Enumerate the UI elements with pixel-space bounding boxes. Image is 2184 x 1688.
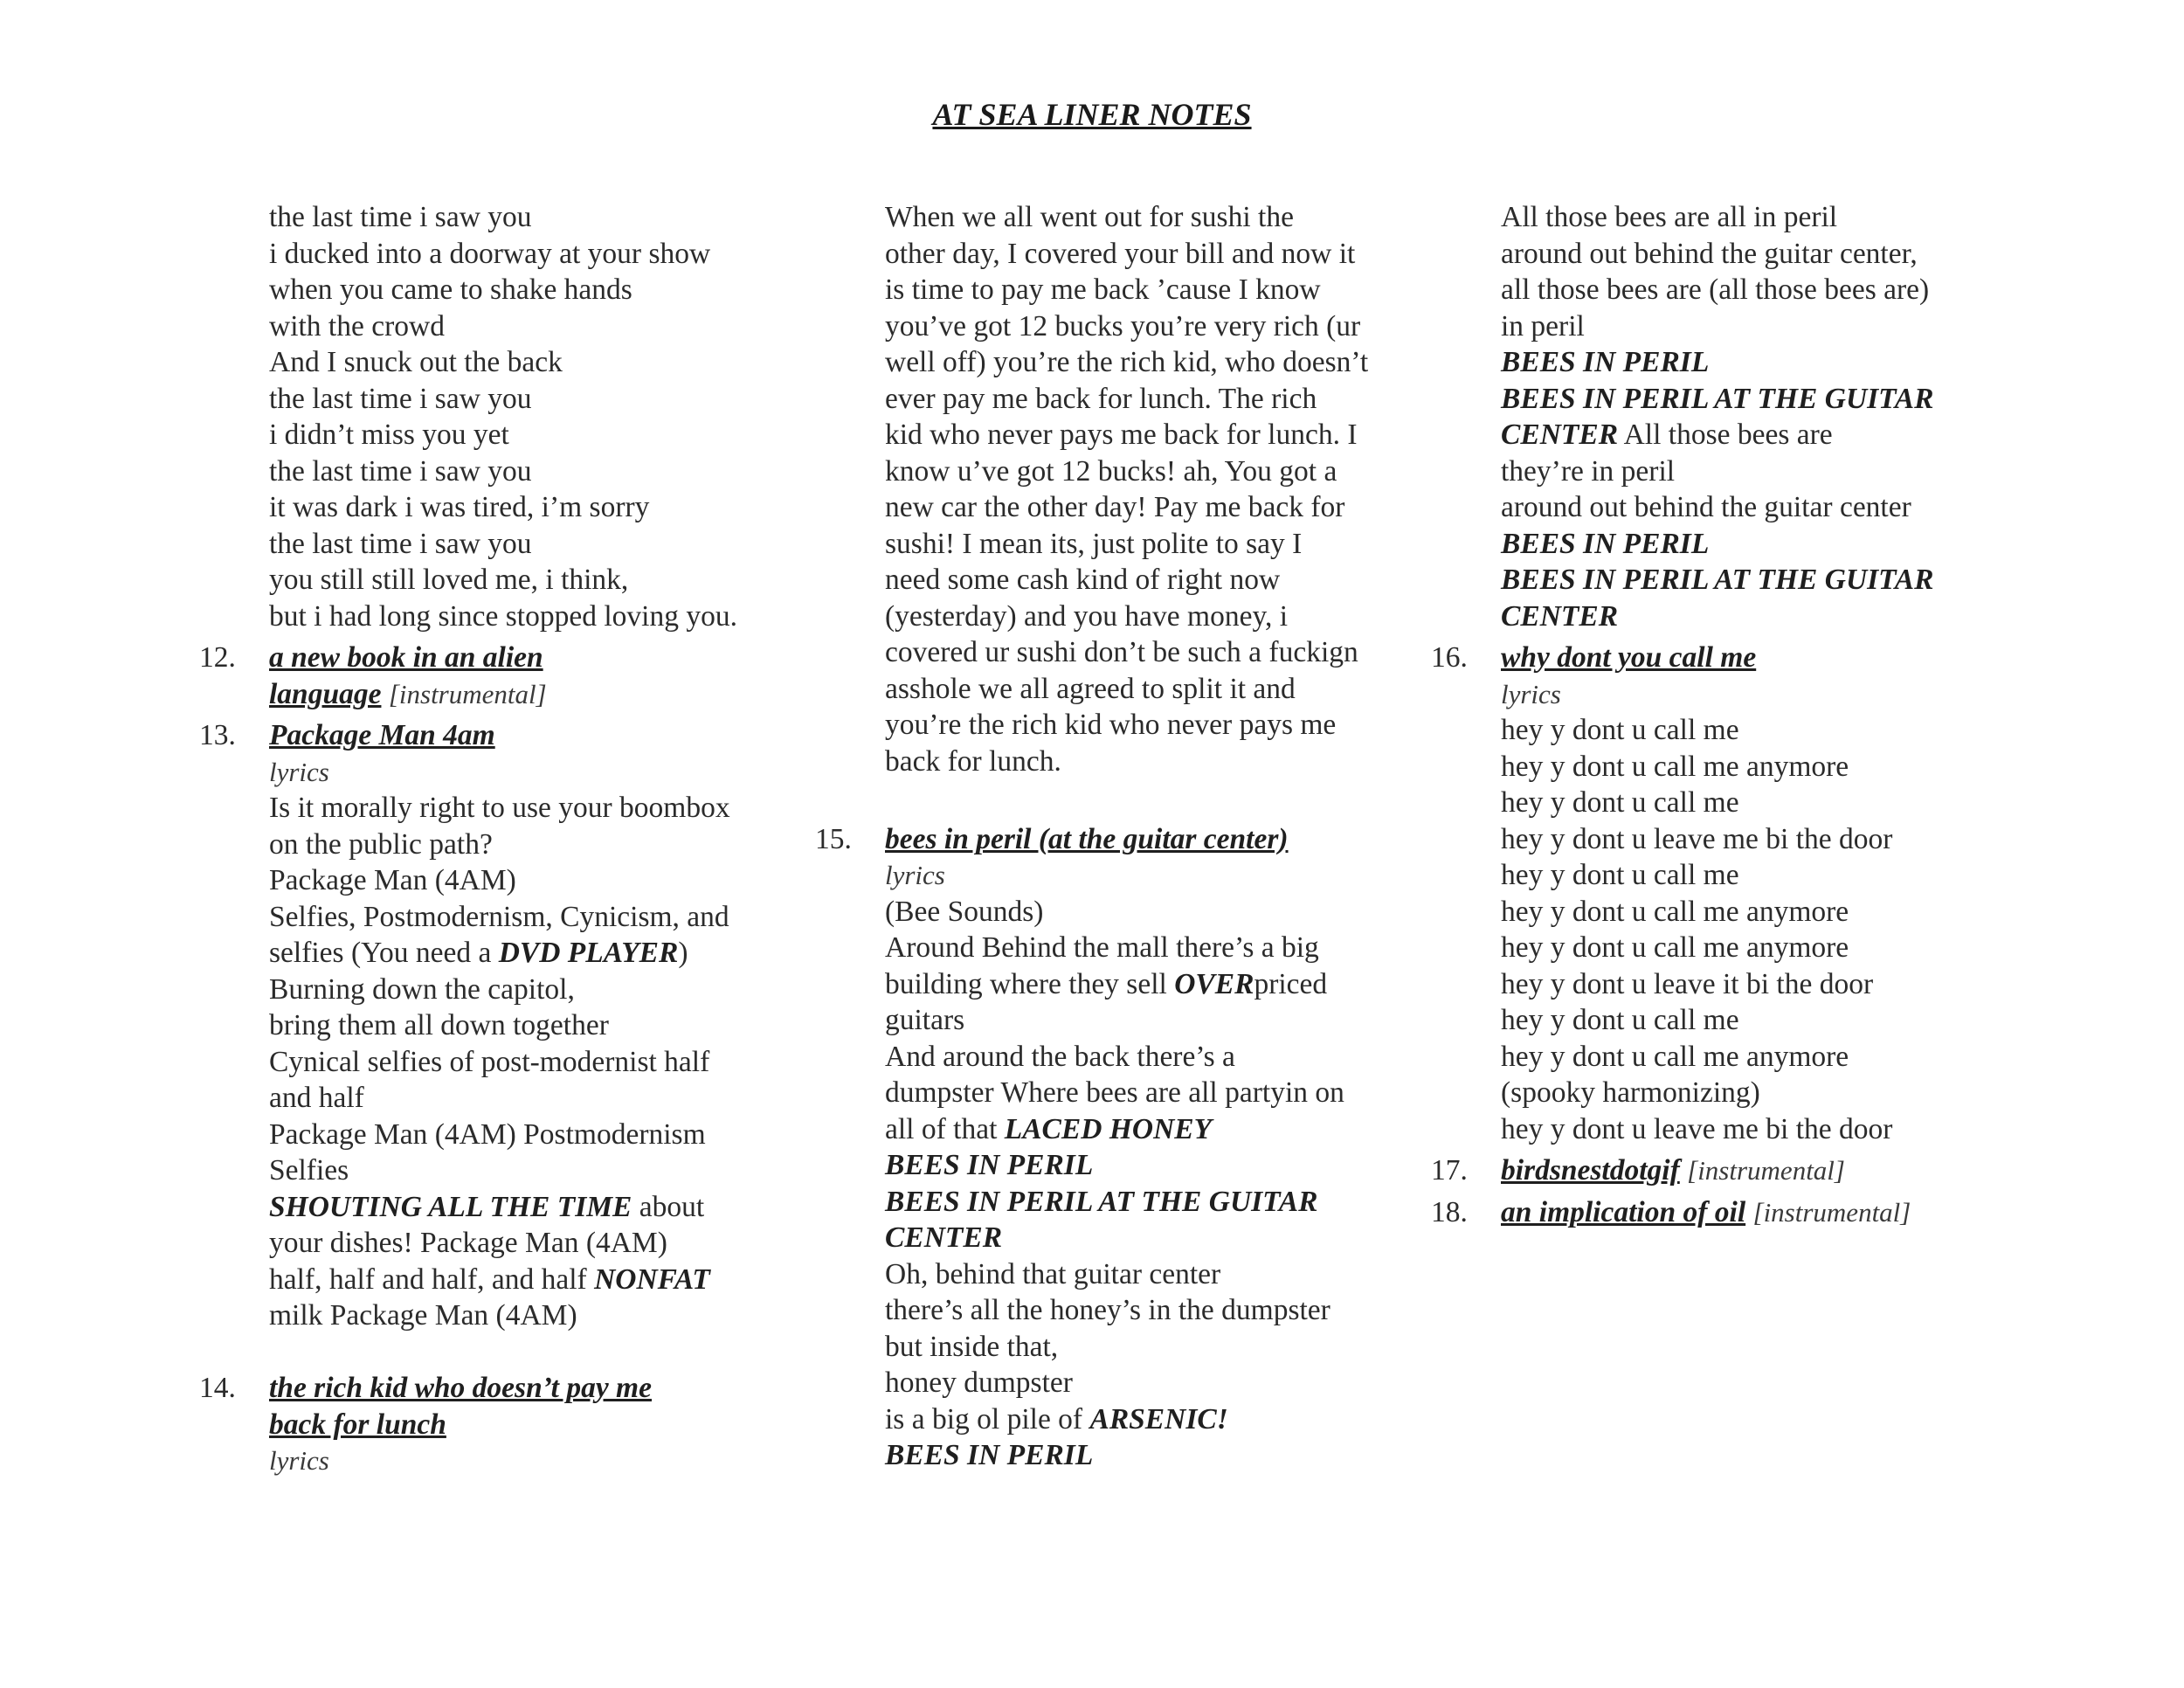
instrumental-tag: [instrumental]	[1687, 1155, 1845, 1186]
emphasis: DVD PLAYER	[498, 937, 679, 969]
lyric-line: the last time i saw you	[269, 201, 532, 233]
lyric-line: All those bees are all in peril	[1501, 201, 1838, 233]
lyric-line: your dishes! Package Man (4AM)	[269, 1227, 667, 1259]
emphasis: CENTER	[1501, 419, 1619, 451]
lyric-line: ever pay me back for lunch. The rich	[885, 382, 1317, 415]
lyric-line: well off) you’re the rich kid, who doesn’t	[885, 346, 1369, 378]
lyric-line: When we all went out for sushi the	[885, 201, 1294, 233]
lyric-line: (spooky harmonizing)	[1501, 1076, 1760, 1109]
instrumental-tag: [instrumental]	[1752, 1196, 1911, 1228]
lyric-line: hey y dont u call me	[1501, 859, 1739, 891]
lyric-line: you’re the rich kid who never pays me	[885, 709, 1337, 741]
track-18	[1431, 1194, 2008, 1231]
lyric-line: (Bee Sounds)	[885, 895, 1044, 928]
lyric-line: BEES IN PERIL	[1501, 527, 1710, 560]
lyric-line: i didn’t miss you yet	[269, 419, 509, 451]
lyric-line: back for lunch.	[885, 744, 1061, 778]
track-number: 18.	[1431, 1195, 1468, 1228]
lyric-line: And around the back there’s a	[885, 1040, 1235, 1073]
lyric-line: hey y dont u call me	[1501, 1004, 1739, 1036]
lyric-line: all of that LACED HONEY	[885, 1112, 1213, 1145]
lyric-line: you still still loved me, i think,	[269, 564, 629, 596]
lyric-line: hey y dont u leave me bi the door	[1501, 822, 1893, 855]
lyric-line: they’re in peril	[1501, 454, 1676, 488]
track-number: 13.	[199, 719, 236, 751]
track-title: language	[269, 677, 382, 710]
lyric-line: BEES IN PERIL	[1501, 346, 1710, 378]
lyric-line: Burning down the capitol,	[269, 972, 575, 1006]
track-title: why dont you call me	[1501, 641, 1757, 674]
lyric-line: honey dumpster	[885, 1366, 1073, 1399]
lyric-line: know u’ve got 12 bucks! ah, You got a	[885, 454, 1337, 488]
track-15-lyrics-continued	[1501, 199, 2008, 634]
lyric-line: Oh, behind that guitar center	[885, 1257, 1221, 1290]
lyric-line: CENTER All those bees are	[1501, 419, 1833, 451]
lyrics-label: lyrics	[269, 1445, 329, 1476]
column-1	[199, 199, 776, 1479]
track-number: 17.	[1431, 1154, 1468, 1186]
track-16	[1431, 640, 2008, 1147]
lyric-line: other day, I covered your bill and now it	[885, 237, 1356, 270]
lyric-line: Is it morally right to use your boombox	[269, 792, 730, 824]
lyric-line: but inside that,	[885, 1330, 1059, 1363]
track-number: 14.	[199, 1372, 236, 1404]
lyric-line: building where they sell OVERpriced	[885, 967, 1328, 1000]
emphasis: ARSENIC!	[1089, 1402, 1228, 1435]
lyric-line: hey y dont u leave me bi the door	[1501, 1112, 1893, 1145]
lyric-line: when you came to shake hands	[269, 273, 632, 306]
lyric-line: is time to pay me back ’cause I know	[885, 273, 1321, 306]
lyric-line: Cynical selfies of post-modernist half	[269, 1045, 710, 1078]
lyric-line: half, half and half, and half NONFAT	[269, 1263, 710, 1296]
track-title: Package Man 4am	[269, 719, 495, 751]
lyric-line: covered ur sushi don’t be such a fuckign	[885, 636, 1358, 668]
track-number: 12.	[199, 641, 236, 674]
lyric-line: asshole we all agreed to split it and	[885, 672, 1296, 705]
lyric-line: BEES IN PERIL	[885, 1149, 1094, 1181]
column-3	[1431, 199, 2008, 1230]
lyric-line: BEES IN PERIL AT THE GUITAR	[885, 1185, 1318, 1218]
lyrics-label: lyrics	[269, 756, 329, 787]
lyrics-label: lyrics	[1501, 678, 1561, 709]
track-title: bees in peril (at the guitar center)	[885, 822, 1289, 855]
lyric-line: BEES IN PERIL AT THE GUITAR	[1501, 382, 1934, 415]
page-title: AT SEA LINER NOTES	[932, 97, 1252, 132]
track-17	[1431, 1152, 2008, 1189]
lyrics-label: lyrics	[885, 860, 945, 890]
lyric-line: dumpster Where bees are all partyin on	[885, 1076, 1344, 1109]
track-13	[199, 717, 776, 1334]
track-12	[199, 640, 776, 712]
lyric-line: selfies (You need a DVD PLAYER)	[269, 937, 688, 969]
lyric-line: Selfies	[269, 1154, 349, 1186]
track-title: an implication of oil	[1501, 1195, 1746, 1228]
lyric-line: it was dark i was tired, i’m sorry	[269, 491, 650, 523]
track-number: 16.	[1431, 641, 1468, 674]
lyric-line: (yesterday) and you have money, i	[885, 599, 1289, 633]
track-15	[815, 821, 1392, 1474]
lyric-line: new car the other day! Pay me back for	[885, 491, 1345, 523]
lyric-line: milk Package Man (4AM)	[269, 1299, 577, 1332]
track-14-lyrics	[885, 199, 1392, 779]
emphasis: LACED HONEY	[1004, 1112, 1213, 1145]
lyric-line: CENTER	[885, 1221, 1003, 1254]
lyric-line: guitars	[885, 1004, 965, 1036]
track-title: a new book in an alien	[269, 641, 543, 674]
lyric-line: all those bees are (all those bees are)	[1501, 273, 1930, 306]
lyric-line: Package Man (4AM)	[269, 864, 516, 896]
lyric-line: hey y dont u call me anymore	[1501, 931, 1849, 964]
emphasis: NONFAT	[594, 1263, 710, 1296]
emphasis: OVER	[1174, 967, 1254, 1000]
lyric-line: you’ve got 12 bucks you’re very rich (ur	[885, 309, 1361, 342]
lyric-line: in peril	[1501, 309, 1585, 342]
lyric-line: SHOUTING ALL THE TIME about	[269, 1190, 705, 1223]
lyric-line: And I snuck out the back	[269, 346, 563, 378]
lyric-line: need some cash kind of right now	[885, 564, 1281, 596]
lyric-line: BEES IN PERIL	[885, 1439, 1094, 1471]
lyric-line: CENTER	[1501, 599, 1619, 633]
lyric-line: hey y dont u call me anymore	[1501, 750, 1849, 783]
lyric-line: BEES IN PERIL AT THE GUITAR	[1501, 564, 1934, 596]
lyric-line: kid who never pays me back for lunch. I	[885, 419, 1358, 451]
instrumental-tag: [instrumental]	[388, 678, 547, 709]
lyric-line: around out behind the guitar center	[1501, 491, 1911, 523]
lyric-line: hey y dont u call me anymore	[1501, 895, 1849, 928]
lyric-line: Package Man (4AM) Postmodernism	[269, 1117, 706, 1151]
lyric-line: but i had long since stopped loving you.	[269, 599, 737, 633]
lyric-line: and half	[269, 1082, 364, 1114]
lyric-line: Around Behind the mall there’s a big	[885, 931, 1319, 964]
lyric-line: i ducked into a doorway at your show	[269, 237, 711, 270]
lyric-line: Selfies, Postmodernism, Cynicism, and	[269, 900, 729, 933]
lyric-line: with the crowd	[269, 309, 445, 342]
lyric-line: hey y dont u call me	[1501, 714, 1739, 746]
track-title: birdsnestdotgif	[1501, 1154, 1680, 1186]
lyric-line: is a big ol pile of ARSENIC!	[885, 1402, 1228, 1435]
column-2	[815, 199, 1392, 1474]
lyric-line: the last time i saw you	[269, 454, 532, 488]
track-14	[199, 1370, 776, 1479]
lyric-line: sushi! I mean its, just polite to say I	[885, 527, 1303, 560]
lyric-line: hey y dont u call me	[1501, 786, 1739, 819]
track-number: 15.	[815, 822, 852, 855]
lyric-line: on the public path?	[269, 827, 493, 861]
lyric-line: around out behind the guitar center,	[1501, 237, 1918, 270]
lyric-line: hey y dont u call me anymore	[1501, 1040, 1849, 1073]
lyric-line: there’s all the honey’s in the dumpster	[885, 1294, 1330, 1326]
lyric-line: the last time i saw you	[269, 382, 532, 415]
lyric-line: hey y dont u leave it bi the door	[1501, 967, 1874, 1000]
track-title: back for lunch	[269, 1408, 446, 1441]
lyric-line: the last time i saw you	[269, 527, 532, 560]
track-11-lyrics	[269, 199, 776, 634]
track-title: the rich kid who doesn’t pay me	[269, 1372, 652, 1404]
lyric-line: bring them all down together	[269, 1009, 609, 1041]
emphasis: SHOUTING ALL THE TIME	[269, 1190, 632, 1223]
